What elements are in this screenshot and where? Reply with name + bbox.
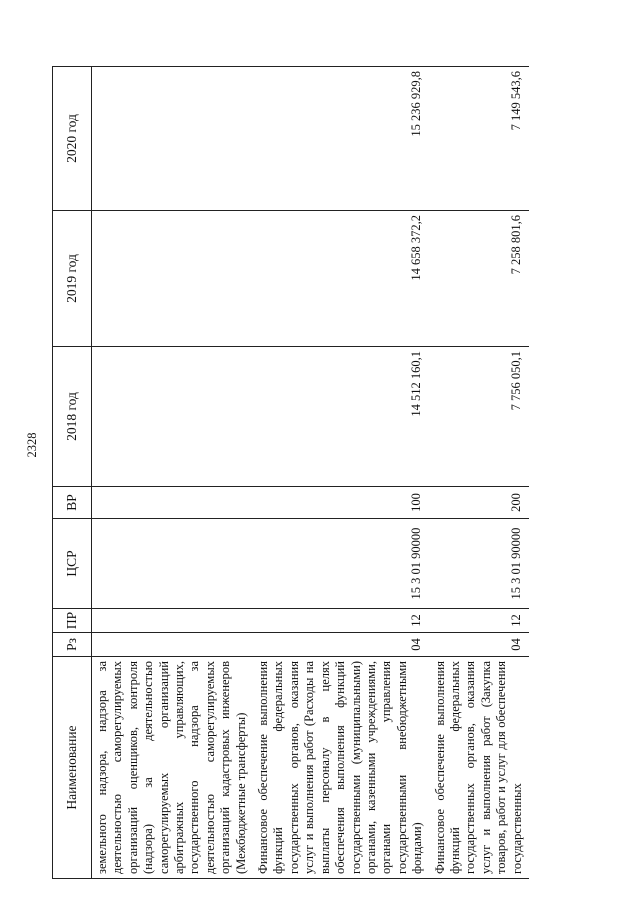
row-csr: 15 3 01 90000 <box>253 519 429 609</box>
row-2020 <box>92 67 254 211</box>
row-pr: 12 <box>253 609 429 633</box>
budget-table <box>52 66 529 879</box>
header-2019: 2019 год <box>53 211 92 347</box>
row-name: Финансовое обеспечение выполнения функций федеральных государственных органов, оказания услуг и выполнения работ (Закупка товаров, работ и услуг для обеспечения государственных <box>430 657 529 879</box>
header-2018: 2018 год <box>53 347 92 487</box>
row-2020: 7 149 543,6 <box>430 67 529 211</box>
row-pr <box>92 609 254 633</box>
row-vr: 200 <box>430 487 529 519</box>
row-name: земельного надзора, надзора за деятельностью саморегулируемых организаций оценщиков, контроля (надзора) за деятельностью саморегулируемых организаций арбитражных управляющих, государственного надзора за деятельностью саморегулируемых организаций кадастровых инженеров (Межбюджетные трансферты) <box>92 657 254 879</box>
header-2020: 2020 год <box>53 67 92 211</box>
row-2020: 15 236 929,8 <box>253 67 429 211</box>
table-row <box>253 67 429 879</box>
header-name: Наименование <box>53 657 92 879</box>
row-csr: 15 3 01 90000 <box>430 519 529 609</box>
header-row <box>53 67 92 879</box>
row-rz <box>92 633 254 657</box>
row-2018: 14 512 160,1 <box>253 347 429 487</box>
row-name: Финансовое обеспечение выполнения функций федеральных государственных органов, оказания услуг и выполнения работ (Расходы на выплаты персоналу в целях обеспечения выполнения функций государственными (муниципальными) органами, казенными учреждениями, органами управления государственными внебюджетными фондами) <box>253 657 429 879</box>
header-rz: Рз <box>53 633 92 657</box>
row-2019 <box>92 211 254 347</box>
row-vr: 100 <box>253 487 429 519</box>
table-row <box>430 67 529 879</box>
row-csr <box>92 519 254 609</box>
row-2018: 7 756 050,1 <box>430 347 529 487</box>
page-number: 2328 <box>25 432 39 458</box>
row-vr <box>92 487 254 519</box>
row-2019: 14 658 372,2 <box>253 211 429 347</box>
row-pr: 12 <box>430 609 529 633</box>
row-rz: 04 <box>430 633 529 657</box>
row-2018 <box>92 347 254 487</box>
row-rz: 04 <box>253 633 429 657</box>
rotated-table-container <box>52 67 592 879</box>
header-vr: ВР <box>53 487 92 519</box>
header-csr: ЦСР <box>53 519 92 609</box>
row-2019: 7 258 801,6 <box>430 211 529 347</box>
header-pr: ПР <box>53 609 92 633</box>
table-row <box>92 67 254 879</box>
